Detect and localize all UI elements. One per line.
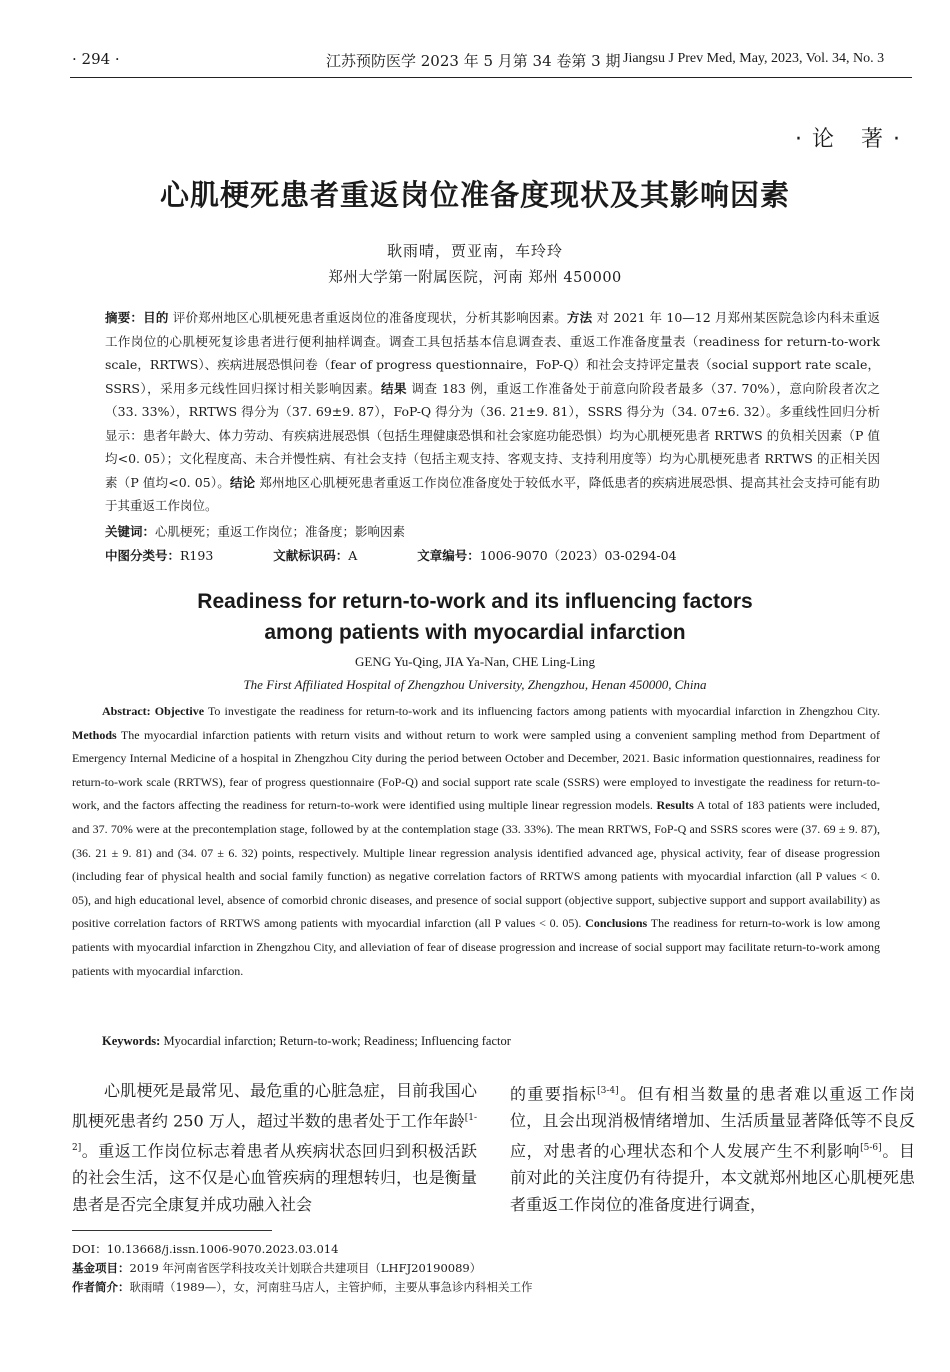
results-en-label: Results xyxy=(656,798,694,813)
keywords-cn-label: 关键词： xyxy=(105,524,156,539)
footnote-rule xyxy=(72,1230,272,1231)
journal-header-en: Jiangsu J Prev Med, May, 2023, Vol. 34, No. 3 xyxy=(623,51,885,66)
page-title: 心肌梗死患者重返岗位准备度现状及其影响因素 xyxy=(159,178,790,212)
fund-label: 基金项目： xyxy=(72,1261,130,1275)
doc-code-label: 文献标识码： xyxy=(273,548,349,563)
conclusions-en: The readiness for return-to-work is low among patients with myocardial infarction in Zhengzhou City, and alleviation of fear of disease progression and increase of social support may facilitate return-to-work among patients with myocardial infarction. xyxy=(72,916,880,978)
authors-en: GENG Yu-Qing, JIA Ya-Nan, CHE Ling-Ling xyxy=(354,654,595,669)
author-bio-row xyxy=(72,1278,533,1296)
conclusion-cn-label: 结论 xyxy=(229,474,256,490)
doc-code-value: A xyxy=(348,548,358,563)
body-left-column xyxy=(72,1078,477,1219)
title-en-line2: among patients with myocardial infarction xyxy=(264,621,686,644)
body-right-p2: 。但有相当数量的患者难以重返工作岗位，且会出现消极情绪增加、生活质量显著降低等不良反应，对患者的心理状态和个人发展产生不利影响 xyxy=(510,1084,915,1161)
section-tag: ·论 著· xyxy=(795,127,910,152)
clc-label: 中图分类号： xyxy=(105,548,181,563)
methods-cn: 对 2021 年 10—12 月郑州某医院急诊内科未重返工作岗位的心肌梗死复诊患者进行便利抽样调查。调查工具包括基本信息调查表、重返工作准备度量表（readiness for return-to-work scale，RRTWS）、疾病进展恐惧问卷（fear of progress questionnaire，FoP-Q）和社会支持评定量表（social support rate scale，SSRS），采用多元线性回归探讨相关影响因素。 xyxy=(105,310,880,396)
authors-cn: 耿雨晴，贾亚南，车玲玲 xyxy=(386,242,563,260)
author-bio-label: 作者简介： xyxy=(72,1280,130,1294)
affiliation-en: The First Affiliated Hospital of Zhengzhou University, Zhengzhou, Henan 450000, China xyxy=(243,677,707,692)
objective-en-label: Objective xyxy=(154,704,205,718)
body-right-p1: 的重要指标 xyxy=(510,1084,598,1104)
objective-cn-label: 目的 xyxy=(143,310,169,325)
doi: DOI：10.13668/j.issn.1006-9070.2023.03.014 xyxy=(72,1242,339,1256)
classification-row xyxy=(105,546,677,564)
abstract-en-label: Abstract: xyxy=(102,704,151,718)
fund-value: 2019 年河南省医学科技攻关计划联合共建项目（LHFJ20190089） xyxy=(129,1261,482,1275)
results-cn-label: 结果 xyxy=(381,380,408,396)
methods-cn-label: 方法 xyxy=(566,310,593,325)
keywords-cn-row xyxy=(105,522,405,540)
keywords-cn: 心肌梗死；重返工作岗位；准备度；影响因素 xyxy=(155,524,406,539)
methods-en-label: Methods xyxy=(72,727,117,742)
keywords-en-label: Keywords: xyxy=(102,1034,161,1048)
header-rule xyxy=(70,77,912,78)
body-left-p2: 。重返工作岗位标志着患者从疾病状态回归到积极活跃的社会生活，这不仅是心血管疾病的理想转归，也是衡量患者是否完全康复并成功融入社会 xyxy=(72,1141,477,1214)
objective-en: To investigate the readiness for return-to-work and its influencing factors among patients with myocardial infarction in Zhengzhou City. xyxy=(207,704,880,718)
ref-3-4: [3-4] xyxy=(597,1086,619,1096)
results-cn: 调查 183 例，重返工作准备处于前意向阶段者最多（37. 70%），意向阶段者次之（33. 33%），RRTWS 得分为（37. 69±9. 87），FoP-Q 得分为（36. 21±9. 81），SSRS 得分为（34. 07±6. 32）。多重线性回归分析显示：患者年龄大、体力劳动、有疾病进展恐惧（包括生理健康恐惧和社会家庭功能恐惧）均为心肌梗死患者 RRTWS 的负相关因素（P 值均<0. 05）；文化程度高、未合并慢性病、有社会支持（包括主观支持、客观支持、支持利用度等）均为心肌梗死患者 RRTWS 的正相关因素（P 值均<0. 05）。 xyxy=(105,380,880,490)
body-right-column xyxy=(510,1078,915,1219)
results-en: A total of 183 patients were included, and 37. 70% were at the precontemplation stage, followed by at the contemplation stage (33. 33%). The mean RRTWS, FoP-Q and SSRS scores were (37. 69 ± 9. 87), (36. 21 ± 9. 81) and (34. 07 ± 6. 32) points, respectively. Multiple linear regression analysis identified advanced age, physical activity, fear of disease progression (including fear of physical health and social family function) as negative correlation factors of RRTWS among patients with myocardial infarction (all P values < 0. 05), and high educational level, absence of comorbid chronic diseases, and presence of social support (objective support, subjective support and support availability) as positive correlation factors of RRTWS among patients with myocardial infarction (all P values < 0. 05). xyxy=(72,798,880,931)
article-no-label: 文章编号： xyxy=(417,548,480,563)
abstract-cn-label: 摘要： xyxy=(105,310,144,325)
journal-header-cn: 江苏预防医学 2023 年 5 月第 34 卷第 3 期 xyxy=(326,52,621,70)
abstract-cn xyxy=(105,306,880,518)
body-left-p1: 心肌梗死是最常见、最危重的心脏急症，目前我国心肌梗死患者约 250 万人，超过半数的患者处于工作年龄 xyxy=(72,1081,477,1131)
ref-1-2: [1-2] xyxy=(72,1112,477,1153)
keywords-en: Myocardial infarction; Return-to-work; Readiness; Influencing factor xyxy=(163,1034,511,1048)
objective-cn: 评价郑州地区心肌梗死患者重返岗位的准备度现状，分析其影响因素。 xyxy=(172,310,567,325)
clc-value: R193 xyxy=(180,548,214,563)
conclusions-en-label: Conclusions xyxy=(585,916,648,931)
page-number: · 294 · xyxy=(72,50,120,68)
methods-en: The myocardial infarction patients with return visits and without return to work were sampled using a convenient sampling method from Department of Emergency Internal Medicine of a hospital in Zhengzhou City during the period between October and December, 2021. Basic information questionnaires, readiness for return-to-work scale (RRTWS), fear of progress questionnaire (FoP-Q) and social support rate scale (SSRS) were employed to investigate the readiness for return-to-work, and the factors affecting the readiness for return-to-work were identified using multiple linear regression models. xyxy=(72,727,880,813)
author-bio-value: 耿雨晴（1989—），女，河南驻马店人，主管护师，主要从事急诊内科相关工作 xyxy=(129,1280,533,1294)
article-no-value: 1006-9070（2023）03-0294-04 xyxy=(479,548,677,563)
abstract-en xyxy=(72,700,880,983)
title-en-line1: Readiness for return-to-work and its influencing factors xyxy=(197,590,753,613)
fund-row xyxy=(72,1259,481,1277)
conclusion-cn: 郑州地区心肌梗死患者重返工作岗位准备度处于较低水平，降低患者的疾病进展恐惧、提高其社会支持可能有助于其重返工作岗位。 xyxy=(105,474,880,513)
keywords-en-row xyxy=(102,1034,511,1049)
ref-5-6: [5-6] xyxy=(860,1142,882,1153)
body-right-p3: 。目前对此的关注度仍有待提升，本文就郑州地区心肌梗死患者重返工作岗位的准备度进行调查， xyxy=(510,1141,915,1214)
affiliation-cn: 郑州大学第一附属医院，河南 郑州 450000 xyxy=(328,270,622,286)
